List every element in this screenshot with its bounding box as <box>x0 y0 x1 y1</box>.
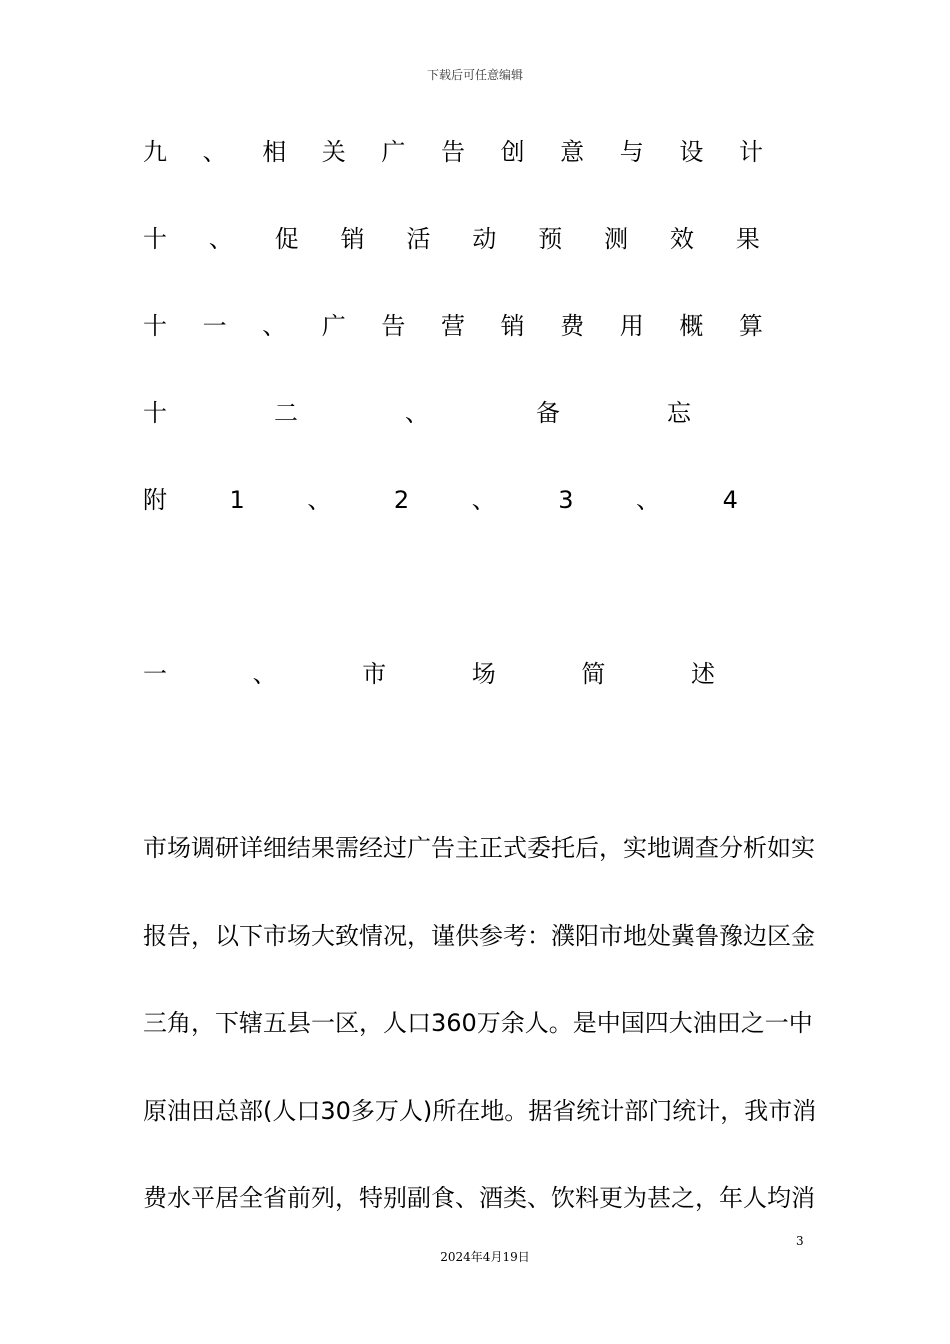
toc-char: 2 <box>393 486 410 514</box>
page-header: 下载后可任意编辑 <box>426 68 523 82</box>
toc-char: 、 <box>307 486 332 514</box>
toc-char: 测 <box>604 225 629 253</box>
toc-char: 促 <box>274 225 299 253</box>
toc-line-12 <box>143 397 691 429</box>
heading-char: 述 <box>690 660 715 688</box>
toc-char: 算 <box>738 312 763 340</box>
toc-char: 与 <box>619 138 644 166</box>
body-line: 报告，以下市场大致情况，谨供参考：濮阳市地处冀鲁豫边区金 <box>143 922 815 950</box>
heading-char: 一 <box>143 660 167 688</box>
body-line: 费水平居全省前列，特别副食、酒类、饮料更为甚之，年人均消 <box>143 1184 815 1212</box>
toc-char: 一 <box>202 312 227 340</box>
toc-char: 告 <box>440 138 465 166</box>
toc-char: 计 <box>738 138 763 166</box>
toc-char: 、 <box>471 486 496 514</box>
section-heading <box>143 658 715 690</box>
body-line: 原油田总部(人口30多万人)所在地。据省统计部门统计，我市消 <box>143 1097 817 1125</box>
toc-char: 广 <box>321 312 346 340</box>
toc-char: 果 <box>735 225 760 253</box>
heading-char: 简 <box>581 660 606 688</box>
page-number: 3 <box>796 1234 804 1248</box>
toc-char: 4 <box>722 486 738 514</box>
toc-char: 九 <box>143 138 167 166</box>
toc-char: 相 <box>262 138 287 166</box>
toc-char: 意 <box>560 138 585 166</box>
toc-char: 备 <box>536 399 560 427</box>
toc-char: 、 <box>202 138 227 166</box>
toc-char: 1 <box>229 486 245 514</box>
toc-char: 预 <box>538 225 563 253</box>
toc-char: 创 <box>500 138 525 166</box>
toc-char: 告 <box>381 312 406 340</box>
toc-char: 关 <box>321 138 346 166</box>
heading-char: 、 <box>252 660 277 688</box>
toc-char: 设 <box>679 138 704 166</box>
toc-line-11 <box>143 310 763 342</box>
heading-char: 市 <box>362 660 387 688</box>
toc-line-appendix <box>143 484 738 516</box>
toc-char: 忘 <box>667 399 691 427</box>
toc-char: 活 <box>406 225 431 253</box>
toc-char: 效 <box>670 225 694 253</box>
toc-line-9 <box>143 136 763 168</box>
toc-char: 3 <box>558 486 574 514</box>
toc-char: 二 <box>274 399 298 427</box>
toc-char: 十 <box>143 225 167 253</box>
toc-char: 概 <box>679 312 704 340</box>
toc-line-10 <box>143 223 760 255</box>
body-line: 市场调研详细结果需经过广告主正式委托后，实地调查分析如实 <box>143 834 815 862</box>
toc-char: 、 <box>405 399 429 427</box>
toc-char: 、 <box>636 486 661 514</box>
toc-char: 用 <box>619 312 644 340</box>
toc-char: 附 <box>143 486 167 514</box>
toc-char: 十 <box>143 312 167 340</box>
toc-char: 费 <box>560 312 585 340</box>
toc-char: 、 <box>262 312 287 340</box>
heading-char: 场 <box>471 660 496 688</box>
toc-char: 营 <box>440 312 465 340</box>
toc-char: 动 <box>472 225 497 253</box>
toc-char: 十 <box>143 399 167 427</box>
toc-char: 、 <box>208 225 233 253</box>
toc-char: 销 <box>340 225 365 253</box>
footer-date: 2024年4月19日 <box>440 1250 530 1264</box>
toc-char: 销 <box>500 312 525 340</box>
body-line: 三角，下辖五县一区，人口360万余人。是中国四大油田之一中 <box>143 1009 813 1037</box>
toc-char: 广 <box>381 138 406 166</box>
